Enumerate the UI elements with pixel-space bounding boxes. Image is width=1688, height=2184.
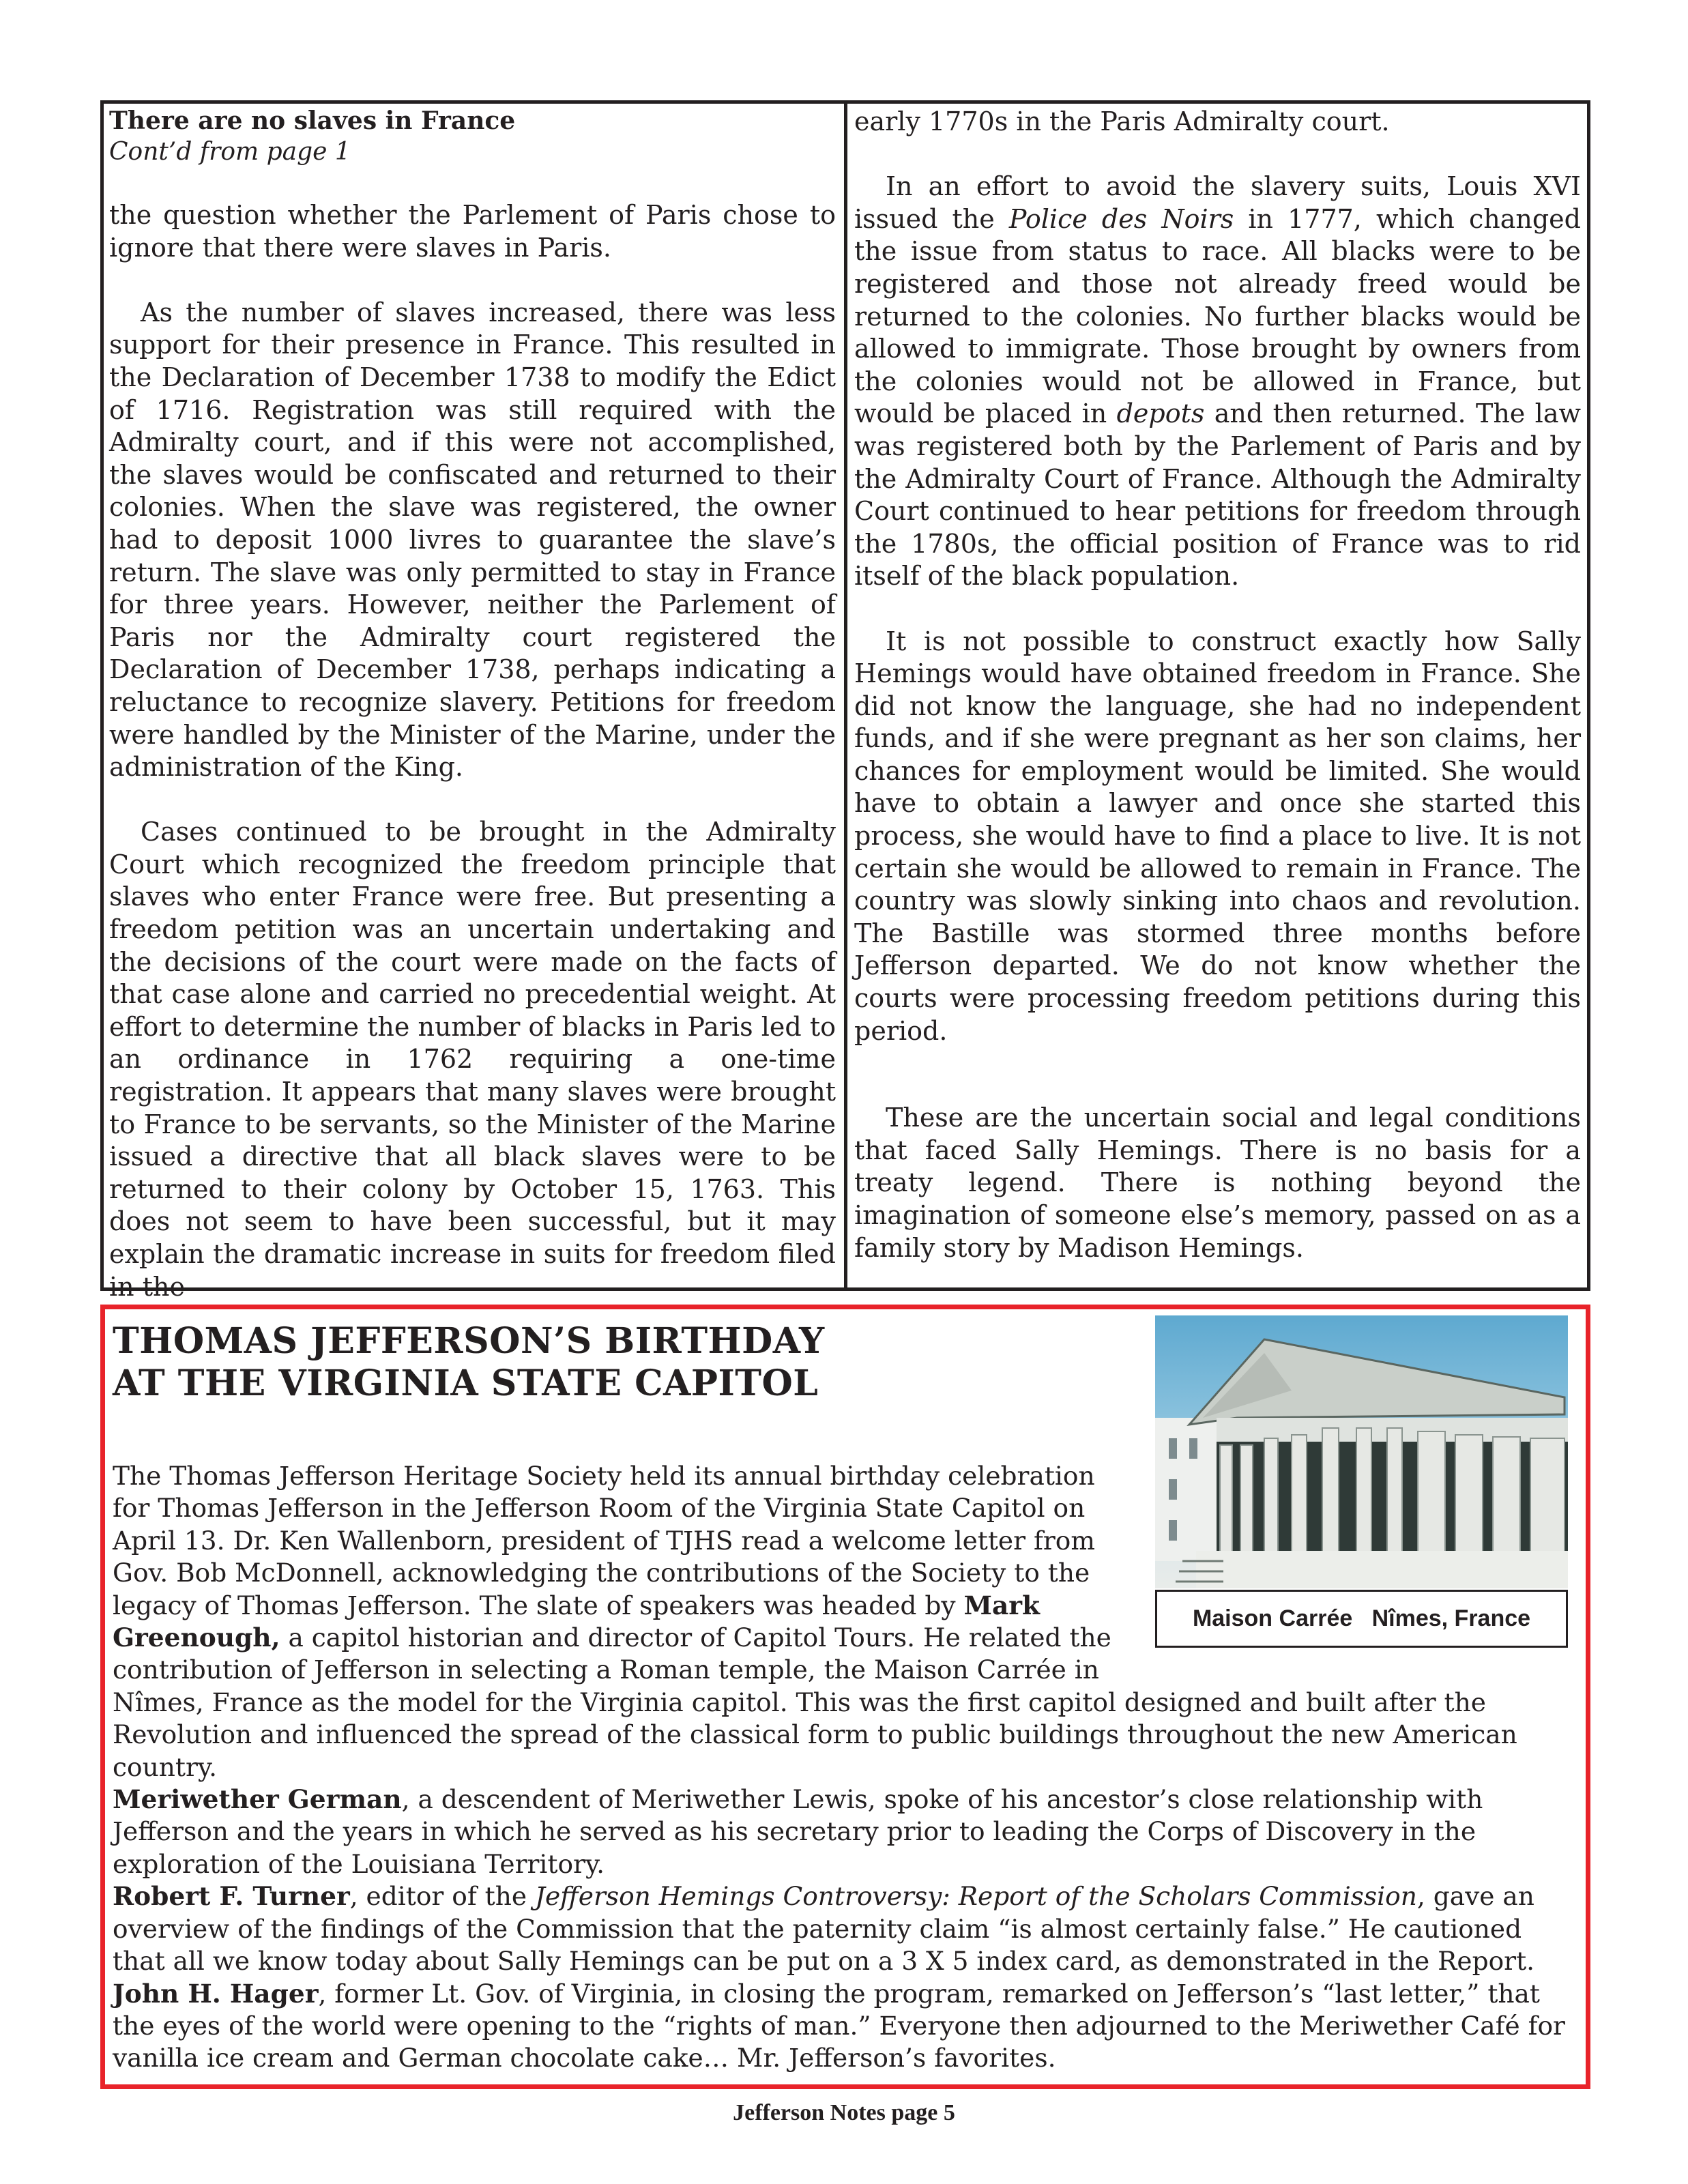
title-line: THOMAS JEFFERSON’S BIRTHDAY — [113, 1320, 825, 1362]
page-footer: Jefferson Notes page 5 — [733, 2100, 955, 2125]
text: , gave an overview of the findings of the Commission that the paternity claim “is almost certainly false.” He cautioned that all we know today about Sally Hemings can be put on a 3 X 5 index card, as demonstrated in the Report. — [113, 1881, 1535, 1977]
text: , editor of the — [349, 1881, 535, 1912]
title-line: AT THE VIRGINIA STATE CAPITOL — [113, 1363, 819, 1404]
speaker-name: Meriwether German — [113, 1784, 402, 1815]
paragraph: As the number of slaves increased, there was less support for their presence in France. This resulted in the Declaration of December 1738 to modify the Edict of 1716. Registration was still required with the Admiralty court, and if this were not accomplished, the slaves would be confiscated and returned to their colonies. When the slave was registered, the owner had to deposit 1000 livres to guarantee the slave’s return. The slave was only permitted to stay in France for three years. However, neither the Parlement of Paris nor the Admiralty court registered the Declaration of December 1738, perhaps indicating a reluctance to recognize slavery. Petitions for freedom were handled by the Minister of the Marine, under the administration of the King. — [109, 297, 836, 783]
column-divider — [844, 100, 847, 1291]
text: , former Lt. Gov. of Virginia, in closing the program, remarked on Jefferson’s “last letter,” that the eyes of the world were opening to the “rights of man.” Everyone then adjourned to the Meriwether Café for vanilla ice cream and German chocolate cake… Mr. Jefferson’s favorites. — [113, 1978, 1565, 2073]
paragraph: These are the uncertain social and legal conditions that faced Sally Hemings. There is no basis for a treaty legend. There is nothing beyond the imagination of someone else’s memory, passed on as a family story by Madison Hemings. — [854, 1103, 1581, 1263]
paragraph: early 1770s in the Paris Admiralty court. — [854, 106, 1390, 136]
article-heading: There are no slaves in France — [109, 106, 516, 135]
paragraph: Cases continued to be brought in the Admiralty Court which recognized the freedom principle that slaves who enter France were free. But presenting a freedom petition was an uncertain undertaking and the decisions of the court were made on the facts of that case alone and carried no precedential weight. At effort to determine the number of blacks in Paris led to an ordinance in 1762 requiring a one-time registration. It appears that many slaves were brought to France to be servants, so the Minister of the Marine issued a directive that all black slaves were to be returned to their colony by October 15, 1763. This does not seem to have been successful, but it may explain the dramatic increase in suits for freedom filed in the — [109, 817, 836, 1302]
right-column — [854, 106, 1581, 1297]
article-title — [113, 1320, 825, 1405]
left-column — [109, 106, 836, 1336]
speaker-name: Robert F. Turner — [113, 1881, 350, 1912]
text: In an effort to avoid the slavery suits, Louis XVI issued the — [854, 171, 1581, 234]
speaker-name: John H. Hager — [113, 1978, 319, 2009]
paragraph — [113, 1880, 1573, 1977]
paragraph — [854, 171, 1581, 593]
text: The Thomas Jefferson Heritage Society held its annual birthday celebration for Thomas Jefferson in the Jefferson Room of the Virginia State Capitol on April 13. Dr. Ken Wallenborn, president of TJHS read a welcome letter from Gov. Bob McDonnell, acknowledging the contributions of the Society to the legacy of Thomas Jefferson. The slate of speakers was headed by — [113, 1461, 1095, 1620]
text: and then returned. The law was registered both by the Parlement of Paris and by the Admiralty Court of France. Although the Admiralty Court continued to hear petitions for freedom through the 1780s, the official position of France was to rid itself of the black population. — [854, 398, 1581, 592]
continued-note: Cont’d from page 1 — [109, 138, 351, 166]
italic-text: depots — [1116, 398, 1205, 429]
text: a capitol historian and director of Capitol Tours. He related the contribution of Jefferson in selecting a Roman temple, the Maison Carrée in Nîmes, France as the model for the Virginia capitol. This was the first capitol designed and built after the Revolution and influenced the spread of the classical form to public buildings throughout the new American country. — [113, 1622, 1517, 1782]
paragraph — [113, 1783, 1573, 1880]
paragraph: the question whether the Parlement of Paris chose to ignore that there were slaves in Paris. — [109, 200, 836, 263]
photo-caption: Maison Carrée Nîmes, France — [1155, 1590, 1568, 1648]
paragraph — [113, 1978, 1573, 2075]
paragraph: It is not possible to construct exactly how Sally Hemings would have obtained freedom in France. She did not know the language, she had no independent funds, and if she were pregnant as her son claims, her chances for employment would be limited. She would have to obtain a lawyer and once she started this process, she would have to find a place to live. It is not certain she would be allowed to remain in France. The country was slowly sinking into chaos and revolution. The Bastille was stormed three months before Jefferson departed. We do not know whether the courts were processing freedom petitions during this period. — [854, 626, 1581, 1046]
text: in 1777, which changed the issue from status to race. All blacks were to be registered and those not already freed would be returned to the colonies. No further blacks would be allowed to immigrate. Those brought by owners from the colonies would not be allowed in France, but would be placed in — [854, 203, 1581, 429]
text: , a descendent of Meriwether Lewis, spoke of his ancestor’s close relationship with Jefferson and the years in which he served as his secretary prior to leading the Corps of Discovery in the exploration of the Louisiana Territory. — [113, 1784, 1483, 1879]
book-title: Jefferson Hemings Controversy: Report of the Scholars Commission — [534, 1881, 1417, 1912]
birthday-article-body — [113, 1460, 1573, 2075]
photo-spacer — [1136, 1460, 1573, 1665]
speaker-name: Mark Greenough, — [113, 1590, 1041, 1653]
italic-text: Police des Noirs — [1008, 203, 1234, 234]
